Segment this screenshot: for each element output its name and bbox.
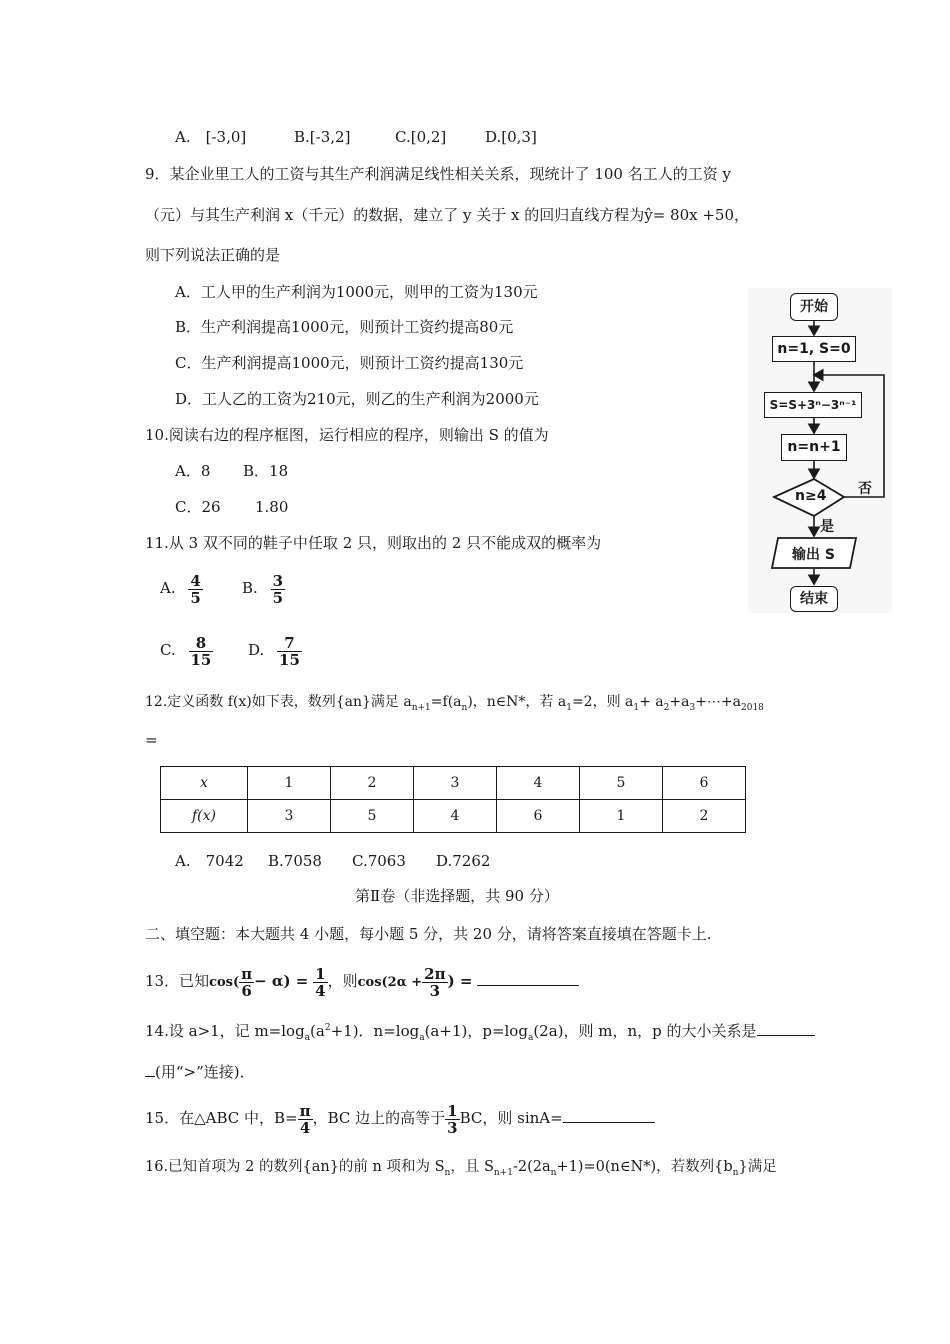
function-table — [160, 766, 746, 833]
q8-option-c: C.[0,2] — [395, 128, 447, 146]
q14-stem: 14.设 a>1，记 $m=\log_a(a^2+1)$．$n=\log_a(a+1)$，$p=\log_a(2a)$，则 m，n，p 的大小关系是 — [145, 1019, 815, 1041]
q9-stem-line3: 则下列说法正确的是 — [145, 246, 281, 264]
q15: 15．在△ABC 中，B= $\frac{\pi}{4}$ ，BC 边上的高等于 $\frac{1}{3}$ BC，则 sinA= — [145, 1098, 655, 1138]
q11-option-a-fraction: $\frac{4}{5}$ — [190, 571, 201, 607]
table-cell: 4 — [414, 800, 497, 833]
q12-stem: 12.定义函数 f(x)如下表，数列{an}满足 $a_{n+1}=f(a_n)$，n∈N*，若 $a_1=2$，则 $a_1+$ $a_2+a_3+\cdots+a_{2018}$ — [145, 694, 764, 713]
q10-option-b: B．18 — [243, 462, 289, 480]
q13-fraction-2pi-3: $\frac{2\pi}{3}$ — [424, 964, 446, 1000]
table-cell: 3 — [248, 800, 331, 833]
q11-option-d-label: D. — [248, 641, 265, 659]
q10-option-a: A．8 — [175, 462, 211, 480]
q11-option-b-fraction: $\frac{3}{5}$ — [272, 571, 284, 607]
q12-stem-line2: = — [145, 731, 158, 749]
q13: 13．已知cos( $\frac{\pi}{6}$ − α) = $\frac{1}{4}$ ，则cos(2α + $\frac{2\pi}{3}$ ) = — [145, 962, 579, 1002]
q16-stem: 16.已知首项为 2 的数列{an}的前 n 项和为 $S_n$，且 $S_{n+1}-2(2a_n+1)=0(n\in N*)$，若数列$\{b_n\}$满足 — [145, 1159, 777, 1178]
q11-option-c — [160, 630, 213, 670]
part2-title: 第Ⅱ卷（非选择题，共 90 分） — [355, 887, 559, 905]
q11-option-a — [160, 568, 203, 608]
q11-option-d — [248, 630, 302, 670]
q8-option-a: A. [-3,0] — [175, 128, 247, 146]
q11-option-c-label: C. — [160, 641, 176, 659]
table-cell: 2 — [331, 767, 414, 800]
q15-fraction-1-3: $\frac{1}{3}$ — [447, 1101, 458, 1137]
q8-option-d: D.[0,3] — [485, 128, 537, 146]
q12-option-b: B.7058 — [268, 852, 322, 870]
q14-answer-blank-continued[interactable] — [145, 1060, 155, 1077]
table-cell: 1 — [248, 767, 331, 800]
section2-heading: 二、填空题：本大题共 4 小题，每小题 5 分，共 20 分，请将答案直接填在答题卡上. — [145, 925, 712, 943]
table-cell: 2 — [663, 800, 746, 833]
q10-option-c: C．26 — [175, 498, 221, 516]
table-cell: 5 — [580, 767, 663, 800]
table-cell: 4 — [497, 767, 580, 800]
q12-option-d: D.7262 — [436, 852, 491, 870]
q13-answer-blank[interactable] — [477, 969, 579, 986]
q11-option-a-label: A. — [160, 579, 176, 597]
q10-option-d: 1.80 — [255, 498, 289, 516]
q9-stem-line2: （元）与其生产利润 x（千元）的数据，建立了 y 关于 x 的回归直线方程为ŷ= 80x +50， — [145, 206, 750, 224]
q11-stem: 11.从 3 双不同的鞋子中任取 2 只，则取出的 2 只不能成双的概率为 — [145, 534, 602, 552]
q15-answer-blank[interactable] — [563, 1106, 655, 1123]
q14-stem-line2: (用“>”连接)． — [145, 1060, 255, 1082]
table-cell: 1 — [580, 800, 663, 833]
q9-option-a: A．工人甲的生产利润为1000元，则甲的工资为130元 — [175, 283, 538, 301]
flowchart-start: 开始 — [790, 293, 838, 321]
flowchart-update-s: S=S+3ⁿ−3ⁿ⁻¹ — [764, 392, 862, 418]
table-row — [161, 800, 746, 833]
q9-stem-line1: 9．某企业里工人的工资与其生产利润满足线性相关关系，现统计了 100 名工人的工资 y — [145, 165, 731, 183]
q11-option-b — [242, 568, 285, 608]
flowchart-yes-label: 是 — [820, 519, 834, 535]
flowchart-update-n: n=n+1 — [781, 434, 847, 461]
flowchart-init: n=1, S=0 — [772, 336, 856, 362]
q8-option-b: B.[-3,2] — [294, 128, 351, 146]
table-row — [161, 767, 746, 800]
flowchart-output: 输出 S — [792, 547, 835, 563]
q11-option-d-fraction: $\frac{7}{15}$ — [279, 633, 300, 669]
q11-option-b-label: B. — [242, 579, 258, 597]
table-cell: 3 — [414, 767, 497, 800]
q13-fraction-pi-6: $\frac{\pi}{6}$ — [241, 964, 253, 1000]
table-cell: 6 — [497, 800, 580, 833]
q15-fraction-pi-4: $\frac{\pi}{4}$ — [299, 1101, 311, 1137]
q9-option-d: D．工人乙的工资为210元，则乙的生产利润为2000元 — [175, 390, 539, 408]
table-cell: x — [161, 767, 248, 800]
q13-fraction-1-4: $\frac{1}{4}$ — [315, 964, 326, 1000]
q11-option-c-fraction: $\frac{8}{15}$ — [190, 633, 212, 669]
table-cell: 5 — [331, 800, 414, 833]
q12-option-c: C.7063 — [352, 852, 406, 870]
table-cell: f(x) — [161, 800, 248, 833]
flowchart — [748, 288, 892, 613]
q9-option-b: B．生产利润提高1000元，则预计工资约提高80元 — [175, 318, 514, 336]
table-cell: 6 — [663, 767, 746, 800]
q10-stem: 10.阅读右边的程序框图，运行相应的程序，则输出 S 的值为 — [145, 426, 549, 444]
q9-option-c: C．生产利润提高1000元，则预计工资约提高130元 — [175, 354, 524, 372]
flowchart-no-label: 否 — [858, 481, 872, 497]
q12-option-a: A. 7042 — [175, 852, 244, 870]
flowchart-condition: n≥4 — [795, 488, 827, 504]
flowchart-end: 结束 — [790, 586, 838, 612]
q14-answer-blank[interactable] — [757, 1019, 815, 1036]
